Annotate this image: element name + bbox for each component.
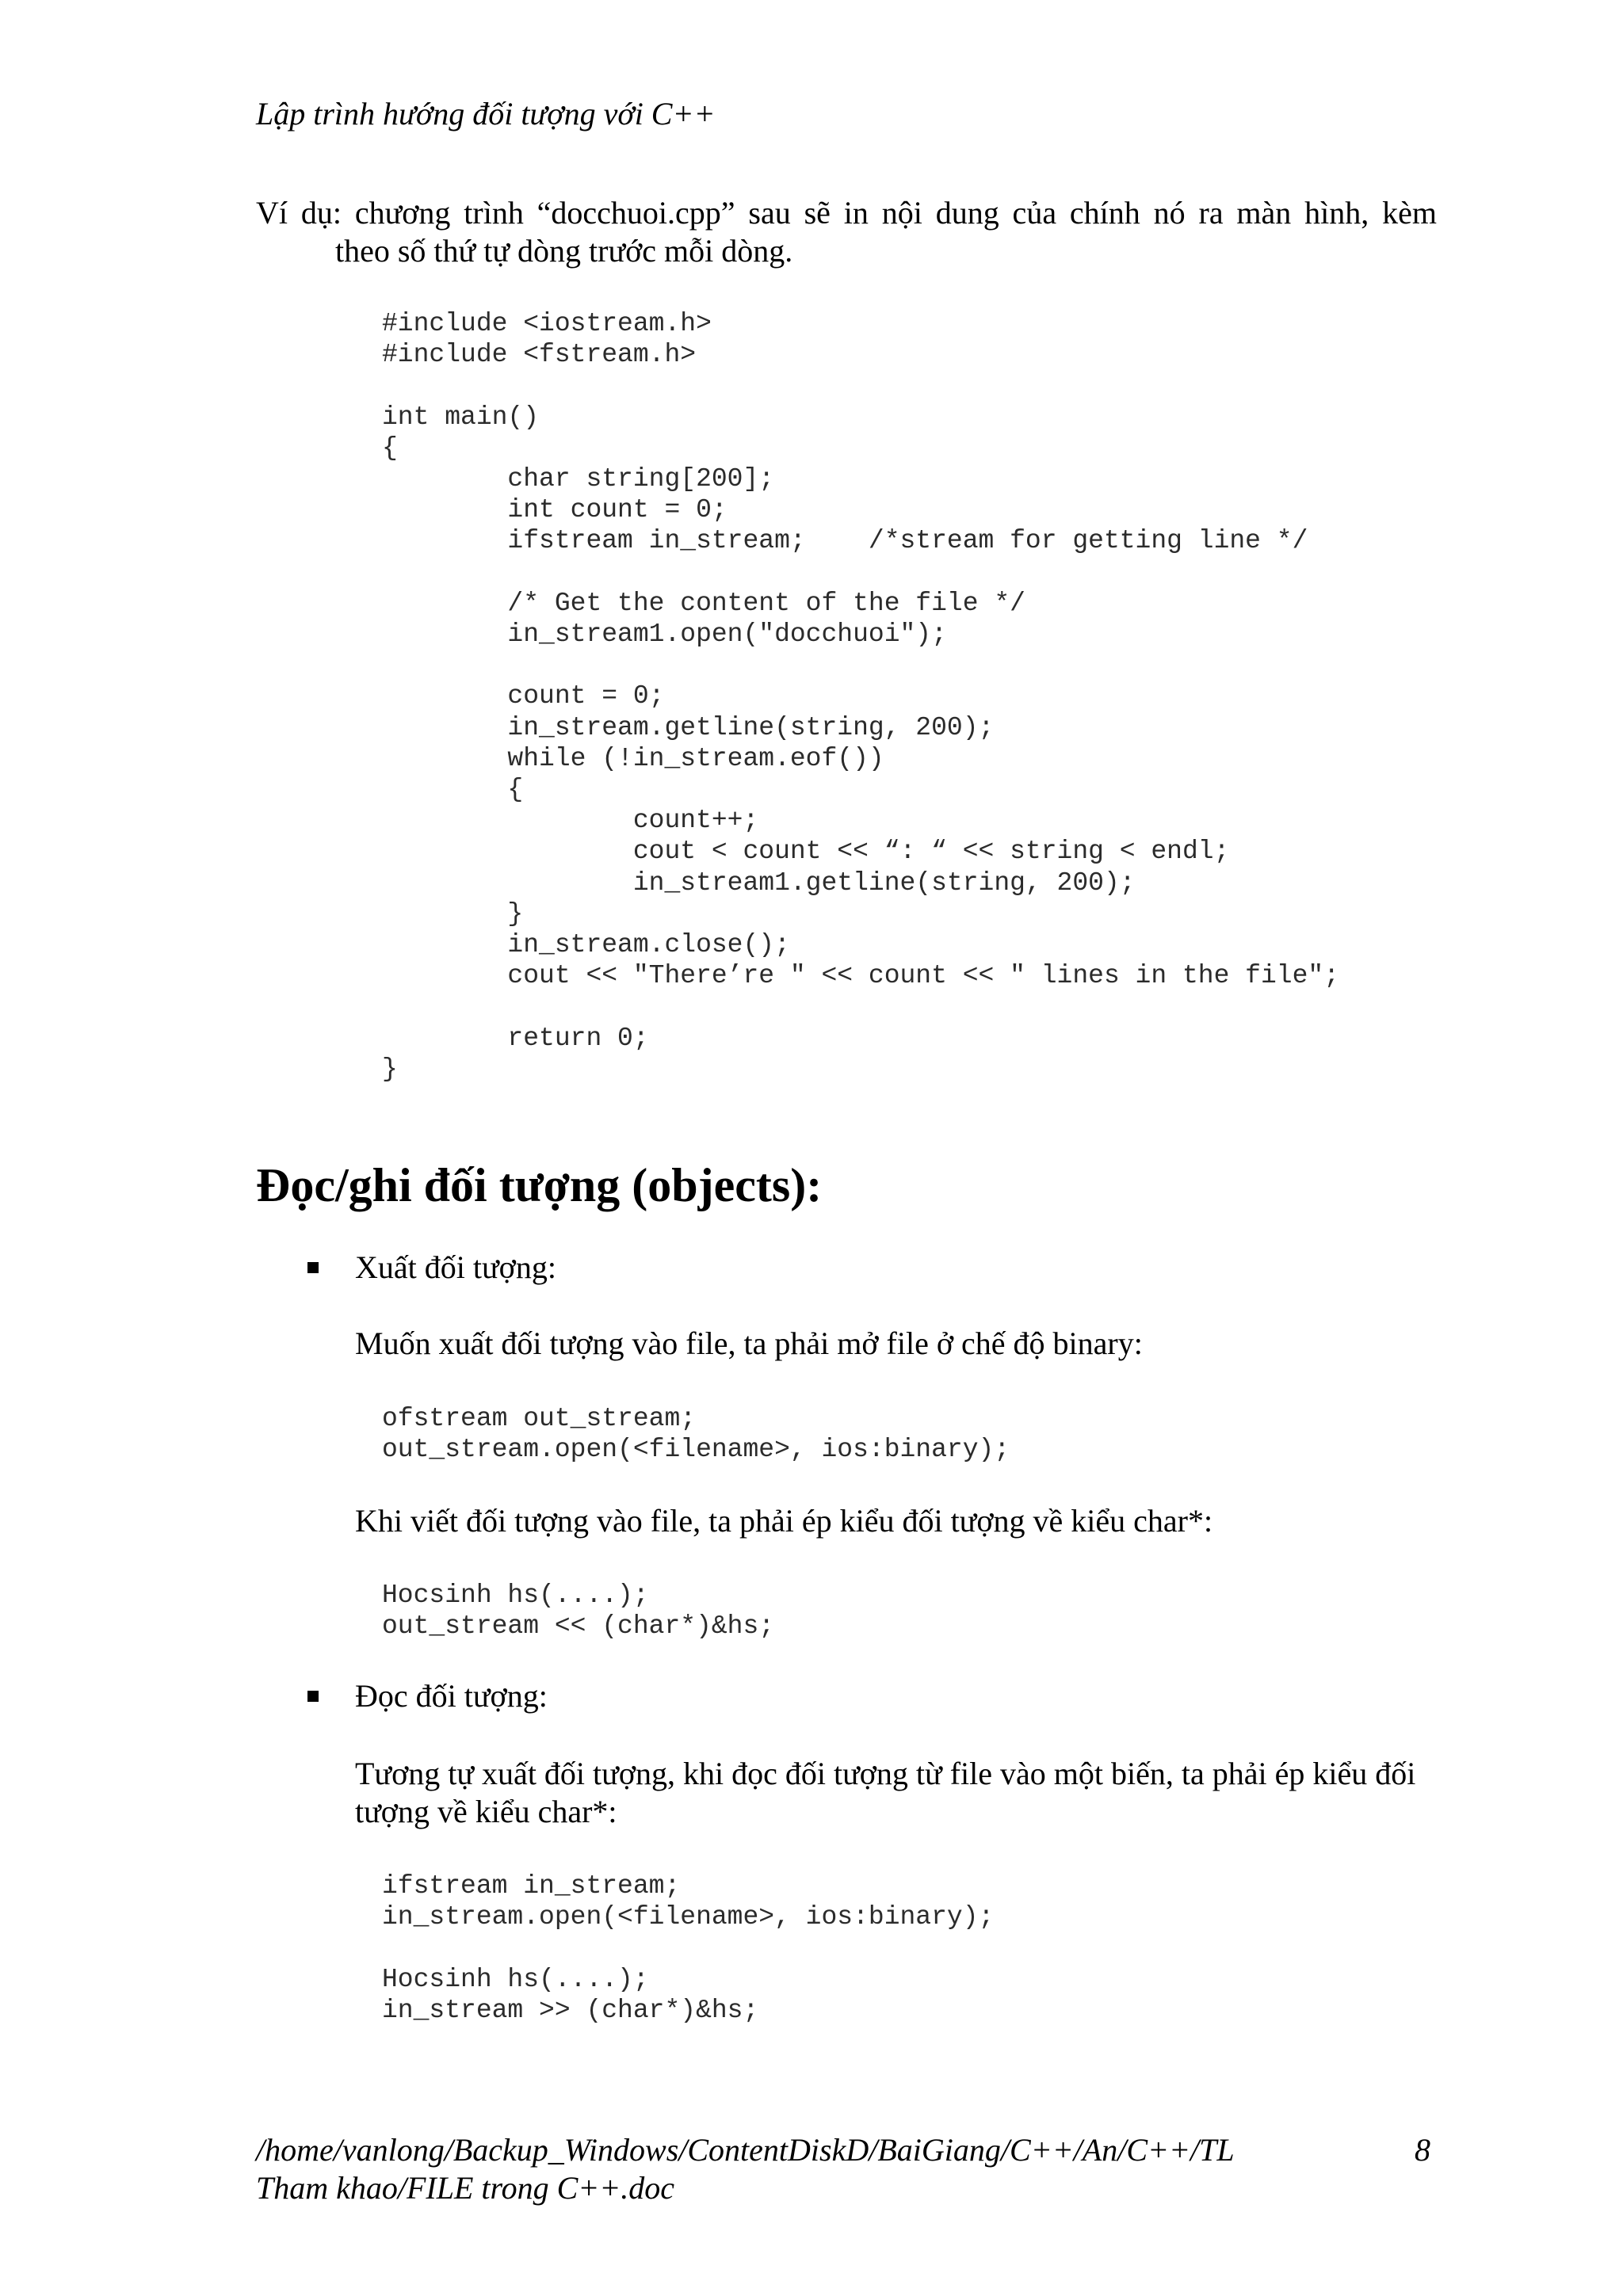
section-heading: Đọc/ghi đối tượng (objects):	[256, 1159, 823, 1211]
page-number: 8	[1415, 2132, 1430, 2168]
intro-line-2: theo số thứ tự dòng trước mỗi dòng.	[335, 233, 793, 269]
write-paragraph-1: Muốn xuất đối tượng vào file, ta phải mở file ở chế độ binary:	[355, 1325, 1143, 1361]
read-paragraph-1: Tương tự xuất đối tượng, khi đọc đối tượng từ file vào một biến, ta phải ép kiểu đối tượng về kiểu char*:	[355, 1756, 1416, 1829]
bullet-square-icon	[307, 1691, 319, 1702]
intro-paragraph	[256, 194, 1437, 270]
code-block-read: ifstream in_stream; in_stream.open(<filename>, ios:binary); Hocsinh hs(....); in_stream >> (char*)&hs;	[382, 1871, 995, 2025]
bullet-square-icon	[307, 1262, 319, 1273]
bullet-label-read: Đọc đối tượng:	[355, 1678, 548, 1714]
code-block-write-open: ofstream out_stream; out_stream.open(<filename>, ios:binary);	[382, 1404, 1010, 1465]
code-block-write-cast: Hocsinh hs(....); out_stream << (char*)&hs;	[382, 1581, 775, 1642]
footer-file-path: /home/vanlong/Backup_Windows/ContentDiskD/BaiGiang/C++/An/C++/TL Tham khao/FILE trong C++.doc	[256, 2132, 1234, 2206]
page-header: Lập trình hướng đối tượng với C++	[256, 96, 716, 132]
code-block-docchuoi: #include <iostream.h> #include <fstream.h> int main() { char string[200]; int count = 0; ifstream in_stream; /*stream for getting line */ /* Get the content of the file */ in_stream1.open("docchuoi"); count = 0; in_stream.getline(string, 200); while (!in_stream.eof()) { count++; cout < count << “: “ << string < endl; in_stream1.getline(string, 200); } in_stream.close(); cout << "There’re " << count << " lines in the file"; return 0; }	[382, 309, 1339, 1084]
bullet-label-write: Xuất đối tượng:	[355, 1249, 556, 1285]
intro-line-1: Ví dụ: chương trình “docchuoi.cpp” sau sẽ in nội dung của chính nó ra màn hình, kèm	[256, 195, 1437, 231]
write-paragraph-2: Khi viết đối tượng vào file, ta phải ép kiểu đối tượng về kiểu char*:	[355, 1503, 1213, 1539]
